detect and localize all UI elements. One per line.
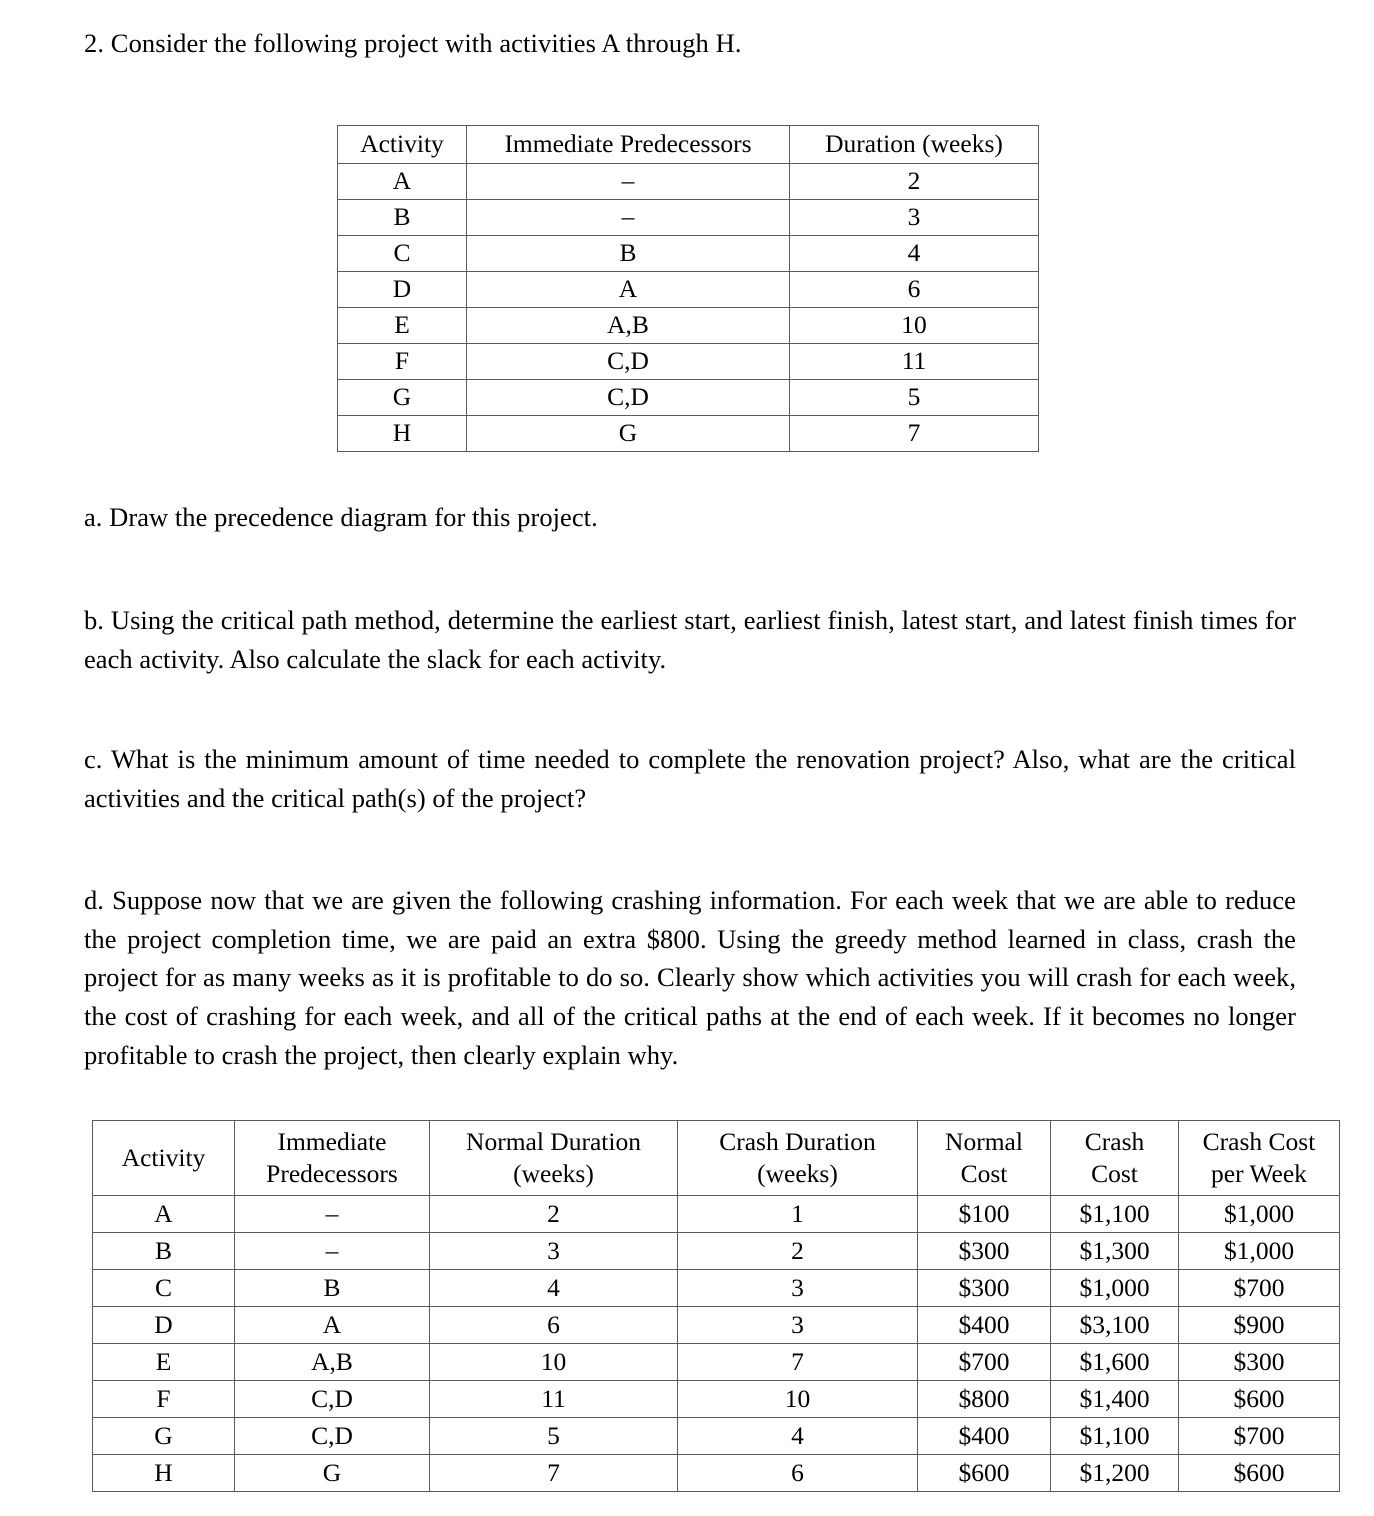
cell-duration: 3 <box>790 200 1039 236</box>
cell-normal-cost: $400 <box>918 1418 1051 1455</box>
part-c-text: c. What is the minimum amount of time needed to complete the renovation project? Also, what are the critical activities and the critical path(s) of the project? <box>84 744 1296 813</box>
cell-duration: 10 <box>790 308 1039 344</box>
cell-predecessors: C,D <box>467 380 790 416</box>
cell-crash-cost-per-week: $700 <box>1179 1270 1340 1307</box>
table-row <box>93 1233 1340 1270</box>
cell-duration: 7 <box>790 416 1039 452</box>
cell-predecessors: B <box>467 236 790 272</box>
table-header-row <box>338 126 1039 164</box>
header-line-1: Normal Duration <box>466 1126 641 1156</box>
crashing-table <box>92 1120 1340 1492</box>
part-b-text: b. Using the critical path method, determine the earliest start, earliest finish, latest start, and latest finish times for each activity. Also calculate the slack for each activity. <box>84 605 1296 674</box>
cell-activity: D <box>93 1307 235 1344</box>
header-line-1: Crash <box>1084 1126 1145 1156</box>
table-row <box>338 200 1039 236</box>
header-line-1: Crash Cost <box>1202 1126 1316 1156</box>
table-row <box>93 1196 1340 1233</box>
column-header-activity: Activity <box>338 126 467 164</box>
cell-activity: B <box>338 200 467 236</box>
cell-normal-cost: $400 <box>918 1307 1051 1344</box>
column-header-crash-cost <box>1051 1121 1179 1196</box>
column-header-normal-cost <box>918 1121 1051 1196</box>
cell-crash-cost-per-week: $900 <box>1179 1307 1340 1344</box>
cell-crash-cost-per-week: $600 <box>1179 1381 1340 1418</box>
table-row <box>93 1455 1340 1492</box>
cell-crash-duration: 4 <box>678 1418 918 1455</box>
cell-crash-cost: $1,100 <box>1051 1196 1179 1233</box>
cell-crash-duration: 3 <box>678 1307 918 1344</box>
column-header-normal-duration <box>430 1121 678 1196</box>
column-header-crash-cost-per-week <box>1179 1121 1340 1196</box>
cell-duration: 11 <box>790 344 1039 380</box>
cell-crash-duration: 2 <box>678 1233 918 1270</box>
cell-predecessors: C,D <box>235 1381 430 1418</box>
cell-normal-cost: $800 <box>918 1381 1051 1418</box>
cell-predecessors: – <box>235 1233 430 1270</box>
cell-normal-duration: 10 <box>430 1344 678 1381</box>
cell-activity: C <box>338 236 467 272</box>
activities-table <box>337 125 1039 452</box>
cell-predecessors: A <box>467 272 790 308</box>
header-line-2: per Week <box>1211 1159 1307 1188</box>
cell-activity: H <box>338 416 467 452</box>
table-header-row <box>93 1121 1340 1196</box>
header-line-1: Activity <box>121 1142 206 1172</box>
cell-predecessors: G <box>235 1455 430 1492</box>
cell-crash-duration: 6 <box>678 1455 918 1492</box>
cell-normal-cost: $300 <box>918 1270 1051 1307</box>
column-header-duration: Duration (weeks) <box>790 126 1039 164</box>
header-line-2: Cost <box>960 1159 1008 1188</box>
cell-normal-duration: 4 <box>430 1270 678 1307</box>
cell-duration: 5 <box>790 380 1039 416</box>
cell-crash-cost-per-week: $700 <box>1179 1418 1340 1455</box>
cell-activity: F <box>93 1381 235 1418</box>
header-line-2: Predecessors <box>266 1159 398 1188</box>
header-line-1: Normal <box>945 1126 1023 1156</box>
cell-duration: 2 <box>790 164 1039 200</box>
cell-normal-cost: $700 <box>918 1344 1051 1381</box>
cell-activity: E <box>338 308 467 344</box>
header-line-2: Cost <box>1091 1159 1138 1188</box>
cell-predecessors: A,B <box>467 308 790 344</box>
header-line-1: Immediate <box>277 1126 387 1156</box>
column-header-predecessors <box>235 1121 430 1196</box>
cell-activity: D <box>338 272 467 308</box>
table-row <box>93 1381 1340 1418</box>
cell-predecessors: A,B <box>235 1344 430 1381</box>
cell-crash-cost-per-week: $1,000 <box>1179 1233 1340 1270</box>
header-line-2: (weeks) <box>513 1159 594 1188</box>
cell-predecessors: C,D <box>467 344 790 380</box>
cell-activity: A <box>338 164 467 200</box>
cell-predecessors: – <box>467 164 790 200</box>
cell-activity: H <box>93 1455 235 1492</box>
cell-crash-duration: 7 <box>678 1344 918 1381</box>
cell-normal-cost: $600 <box>918 1455 1051 1492</box>
header-line-2: (weeks) <box>757 1159 838 1188</box>
cell-normal-duration: 7 <box>430 1455 678 1492</box>
cell-crash-duration: 10 <box>678 1381 918 1418</box>
cell-crash-duration: 3 <box>678 1270 918 1307</box>
cell-normal-duration: 6 <box>430 1307 678 1344</box>
cell-predecessors: A <box>235 1307 430 1344</box>
table-row <box>338 272 1039 308</box>
table-row <box>338 380 1039 416</box>
table-row <box>338 416 1039 452</box>
cell-activity: G <box>338 380 467 416</box>
cell-crash-cost: $1,300 <box>1051 1233 1179 1270</box>
table-row <box>93 1270 1340 1307</box>
cell-normal-cost: $300 <box>918 1233 1051 1270</box>
table-row <box>93 1418 1340 1455</box>
cell-activity: E <box>93 1344 235 1381</box>
table-row <box>338 308 1039 344</box>
cell-activity: F <box>338 344 467 380</box>
cell-normal-duration: 2 <box>430 1196 678 1233</box>
cell-normal-duration: 11 <box>430 1381 678 1418</box>
cell-activity: A <box>93 1196 235 1233</box>
cell-activity: G <box>93 1418 235 1455</box>
cell-crash-cost-per-week: $300 <box>1179 1344 1340 1381</box>
question-heading: 2. Consider the following project with activities A through H. <box>84 28 742 58</box>
cell-predecessors: B <box>235 1270 430 1307</box>
cell-crash-cost: $1,200 <box>1051 1455 1179 1492</box>
header-line-1: Crash Duration <box>719 1126 876 1156</box>
cell-duration: 4 <box>790 236 1039 272</box>
table-row <box>338 236 1039 272</box>
cell-crash-cost: $3,100 <box>1051 1307 1179 1344</box>
cell-predecessors: G <box>467 416 790 452</box>
cell-predecessors: – <box>467 200 790 236</box>
cell-activity: B <box>93 1233 235 1270</box>
cell-activity: C <box>93 1270 235 1307</box>
column-header-predecessors: Immediate Predecessors <box>467 126 790 164</box>
cell-crash-cost-per-week: $1,000 <box>1179 1196 1340 1233</box>
part-d-text: d. Suppose now that we are given the following crashing information. For each week that we are able to reduce the project completion time, we are paid an extra $800. Using the greedy method learned in class, crash the project for as many weeks as it is profitable to do so. Clearly show which activities you will crash for each week, the cost of crashing for each week, and all of the critical paths at the end of each week. If it becomes no longer profitable to crash the project, then clearly explain why. <box>84 885 1296 1070</box>
column-header-crash-duration <box>678 1121 918 1196</box>
cell-crash-cost: $1,600 <box>1051 1344 1179 1381</box>
table-row <box>93 1307 1340 1344</box>
cell-normal-duration: 3 <box>430 1233 678 1270</box>
table-row <box>338 164 1039 200</box>
cell-crash-cost: $1,400 <box>1051 1381 1179 1418</box>
part-a-text: a. Draw the precedence diagram for this project. <box>84 502 598 532</box>
cell-predecessors: C,D <box>235 1418 430 1455</box>
cell-crash-cost: $1,100 <box>1051 1418 1179 1455</box>
cell-predecessors: – <box>235 1196 430 1233</box>
cell-normal-duration: 5 <box>430 1418 678 1455</box>
column-header-activity <box>93 1121 235 1196</box>
table-row <box>93 1344 1340 1381</box>
cell-crash-cost: $1,000 <box>1051 1270 1179 1307</box>
cell-crash-cost-per-week: $600 <box>1179 1455 1340 1492</box>
cell-crash-duration: 1 <box>678 1196 918 1233</box>
cell-normal-cost: $100 <box>918 1196 1051 1233</box>
table-row <box>338 344 1039 380</box>
cell-duration: 6 <box>790 272 1039 308</box>
